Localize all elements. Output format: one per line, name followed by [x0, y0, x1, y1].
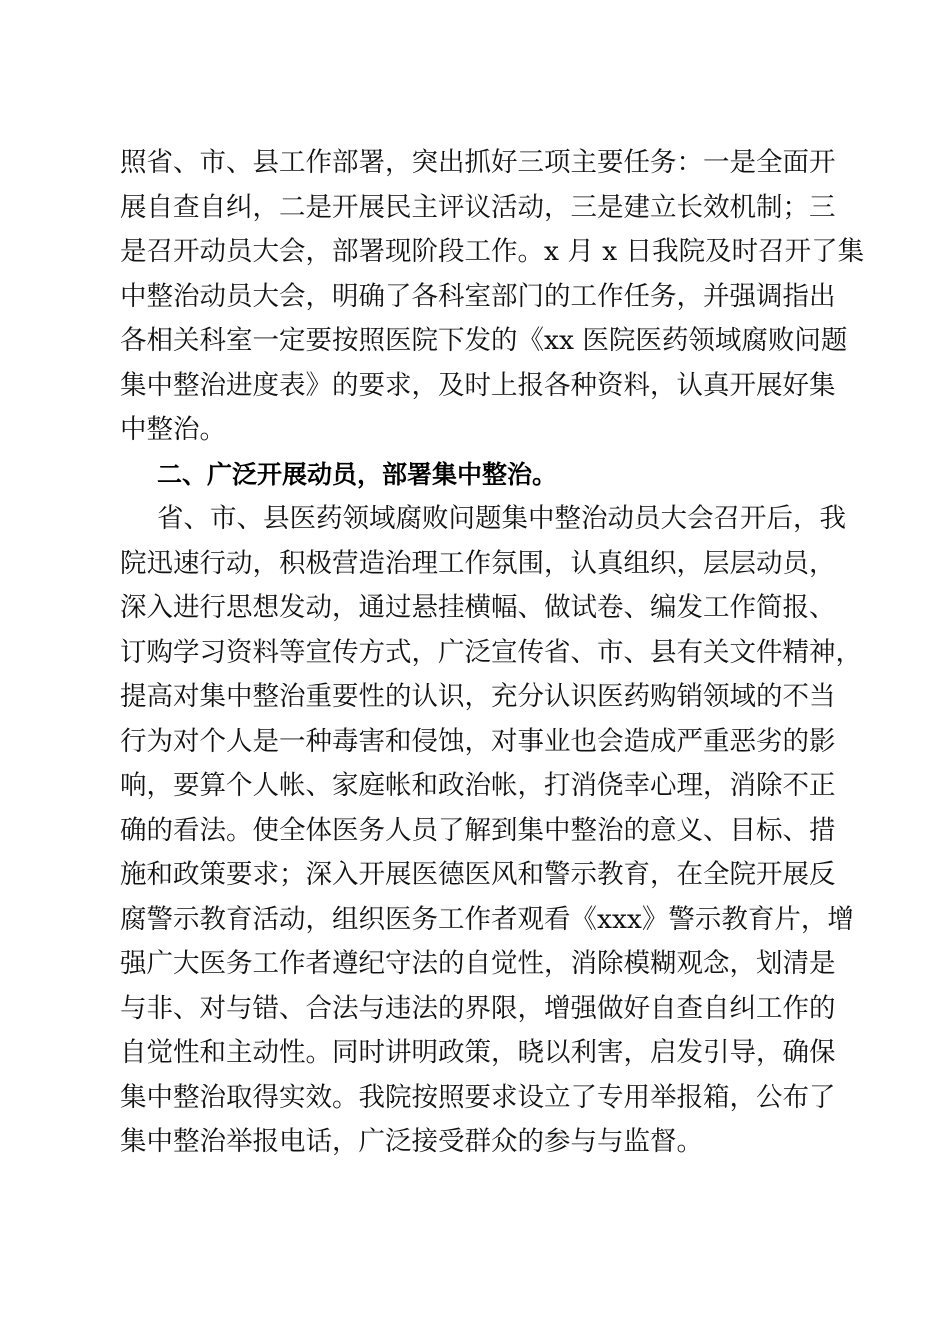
paragraph-line: 深入进行思想发动，通过悬挂横幅、做试卷、编发工作简报、 [120, 592, 836, 623]
paragraph-line: 院迅速行动，积极营造治理工作氛围，认真组织，层层动员， [120, 548, 836, 579]
paragraph-line: 自觉性和主动性。同时讲明政策，晓以利害，启发引导，确保 [120, 1037, 836, 1068]
paragraph-line: 强广大医务工作者遵纪守法的自觉性，消除模糊观念，划清是 [120, 948, 836, 979]
paragraph-line: 集中整治举报电话，广泛接受群众的参与与监督。 [120, 1126, 703, 1157]
paragraph-line: 是召开动员大会，部署现阶段工作。x 月 x 日我院及时召开了集 [120, 236, 865, 267]
paragraph-line: 集中整治取得实效。我院按照要求设立了专用举报箱，公布了 [120, 1082, 836, 1113]
paragraph-line: 确的看法。使全体医务人员了解到集中整治的意义、目标、措 [120, 815, 836, 846]
paragraph-line: 照省、市、县工作部署，突出抓好三项主要任务：一是全面开 [120, 147, 836, 178]
paragraph-line: 中整治动员大会，明确了各科室部门的工作任务，并强调指出 [120, 281, 836, 312]
paragraph-line: 腐警示教育活动，组织医务工作者观看《xxx》警示教育片，增 [120, 904, 854, 935]
paragraph-line: 响，要算个人帐、家庭帐和政治帐，打消侥幸心理，消除不正 [120, 770, 836, 801]
paragraph-line: 集中整治进度表》的要求，及时上报各种资料，认真开展好集 [120, 370, 836, 401]
paragraph-line: 施和政策要求；深入开展医德医风和警示教育，在全院开展反 [120, 859, 836, 890]
paragraph-line: 与非、对与错、合法与违法的界限，增强做好自查自纠工作的 [120, 993, 836, 1024]
section-heading: 二、广泛开展动员，部署集中整治。 [157, 460, 558, 489]
paragraph-line: 订购学习资料等宣传方式，广泛宣传省、市、县有关文件精神， [120, 637, 862, 668]
paragraph-line: 中整治。 [120, 414, 226, 445]
paragraph-line: 展自查自纠，二是开展民主评议活动，三是建立长效机制；三 [120, 192, 836, 223]
paragraph-line: 行为对个人是一种毒害和侵蚀，对事业也会造成严重恶劣的影 [120, 726, 836, 757]
paragraph-line: 提高对集中整治重要性的认识，充分认识医药购销领域的不当 [120, 681, 836, 712]
paragraph-line: 省、市、县医药领域腐败问题集中整治动员大会召开后，我 [157, 503, 846, 534]
paragraph-line: 各相关科室一定要按照医院下发的《xx 医院医药领域腐败问题 [120, 325, 848, 356]
